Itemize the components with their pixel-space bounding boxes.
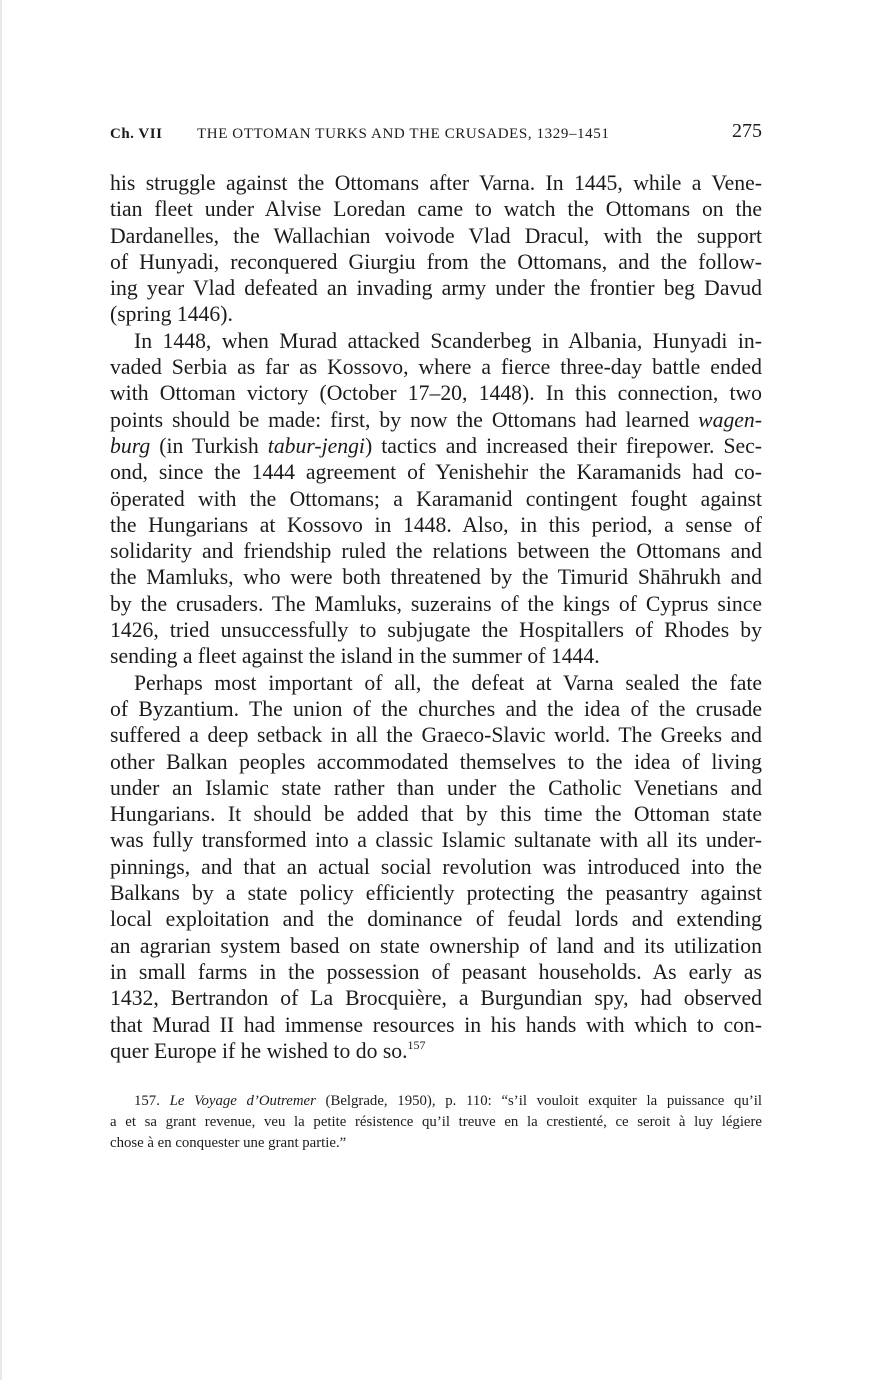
text-line: ond, since the 1444 agreement of Yenishehir the Karamanids had co-: [110, 460, 762, 485]
paragraph-3: [110, 670, 762, 1064]
text-line: other Balkan peoples accommodated themselves to the idea of living: [110, 749, 762, 774]
italic-term: burg: [110, 433, 151, 458]
text-line: an agrarian system based on state ownership of land and its utilization: [110, 933, 762, 958]
running-title: THE OTTOMAN TURKS AND THE CRUSADES, 1329–1451: [197, 126, 610, 142]
text-line: (spring 1446).: [110, 302, 233, 327]
scan-edge: [0, 0, 2, 1380]
text-segment: ) tactics and increased their firepower. Sec-: [364, 433, 762, 458]
paragraph-2: [110, 328, 762, 670]
footnote-line: chose à en conquester une grant partie.”: [110, 1135, 347, 1151]
footnote-157: [110, 1091, 762, 1154]
text-line: in small farms in the possession of peasant households. As early as: [110, 959, 762, 984]
footnote-line: [110, 1091, 762, 1112]
text-line: his struggle against the Ottomans after Varna. In 1445, while a Vene-: [110, 171, 762, 195]
text-line-mixed: [110, 433, 762, 459]
text-segment: quer Europe if he wished to do so.: [110, 1038, 408, 1063]
text-line: of Hunyadi, reconquered Giurgiu from the Ottomans, and the follow-: [110, 249, 762, 274]
footnote-line: a et sa grant revenue, veu la petite résistence qu’il treuve en la crestienté, ce seroit à luy légiere: [110, 1114, 762, 1130]
text-line: under an Islamic state rather than under the Catholic Venetians and: [110, 775, 762, 800]
text-line: 1432, Bertrandon of La Brocquière, a Burgundian spy, had observed: [110, 986, 762, 1011]
text-line: In 1448, when Murad attacked Scanderbeg in Albania, Hunyadi in-: [134, 328, 762, 353]
text-line: Dardanelles, the Wallachian voivode Vlad Dracul, with the support: [110, 223, 762, 248]
text-line: tian fleet under Alvise Loredan came to watch the Ottomans on the: [110, 197, 762, 222]
italic-term: tabur-jengi: [267, 433, 365, 458]
text-line: solidarity and friendship ruled the relations between the Ottomans and: [110, 539, 762, 564]
text-line: with Ottoman victory (October 17–20, 1448). In this connection, two: [110, 381, 762, 406]
text-line: by the crusaders. The Mamluks, suzerains of the kings of Cyprus since: [110, 591, 762, 616]
text-line: the Hungarians at Kossovo in 1448. Also, in this period, a sense of: [110, 512, 762, 537]
text-segment: points should be made: first, by now the Ottomans had learned: [110, 407, 699, 432]
page-number: 275: [732, 120, 762, 142]
text-line: Hungarians. It should be added that by this time the Ottoman state: [110, 802, 762, 827]
text-line: Balkans by a state policy efficiently protecting the peasantry against: [110, 881, 762, 906]
text-line: the Mamluks, who were both threatened by the Timurid Shāhrukh and: [110, 565, 762, 590]
text-line-mixed: [110, 407, 762, 433]
text-line: Perhaps most important of all, the defeat at Varna sealed the fate: [134, 670, 762, 695]
text-line: öperated with the Ottomans; a Karamanid contingent fought against: [110, 486, 762, 511]
footnote-reference[interactable]: 157: [407, 1037, 426, 1052]
text-line: vaded Serbia as far as Kossovo, where a fierce three-day battle ended: [110, 355, 762, 380]
text-line: suffered a deep setback in all the Graeco-Slavic world. The Greeks and: [110, 723, 762, 748]
chapter-label: Ch. VII: [110, 126, 163, 142]
text-line: was fully transformed into a classic Islamic sultanate with all its under-: [110, 828, 762, 853]
text-line-with-note: [110, 1038, 762, 1064]
footnote-work-title: Le Voyage d’Outremer: [169, 1093, 316, 1109]
footnote-number: 157.: [134, 1093, 160, 1109]
paragraph-1: [110, 170, 762, 328]
running-header: [110, 118, 762, 152]
text-segment: (in Turkish: [150, 433, 268, 458]
text-line: 1426, tried unsuccessfully to subjugate the Hospitallers of Rhodes by: [110, 618, 762, 643]
text-segment: (Belgrade, 1950), p. 110: “s’il vouloit exquiter la puissance qu’il: [315, 1093, 763, 1109]
text-line: that Murad II had immense resources in his hands with which to con-: [110, 1012, 762, 1037]
text-line: of Byzantium. The union of the churches and the idea of the crusade: [110, 696, 762, 721]
italic-term: wagen-: [698, 407, 762, 432]
text-line: sending a fleet against the island in the summer of 1444.: [110, 644, 600, 669]
text-line: pinnings, and that an actual social revolution was introduced into the: [110, 854, 762, 879]
body-text: [110, 170, 762, 1064]
text-line: ing year Vlad defeated an invading army under the frontier beg Davud: [110, 276, 762, 301]
text-line: local exploitation and the dominance of feudal lords and extending: [110, 907, 762, 932]
